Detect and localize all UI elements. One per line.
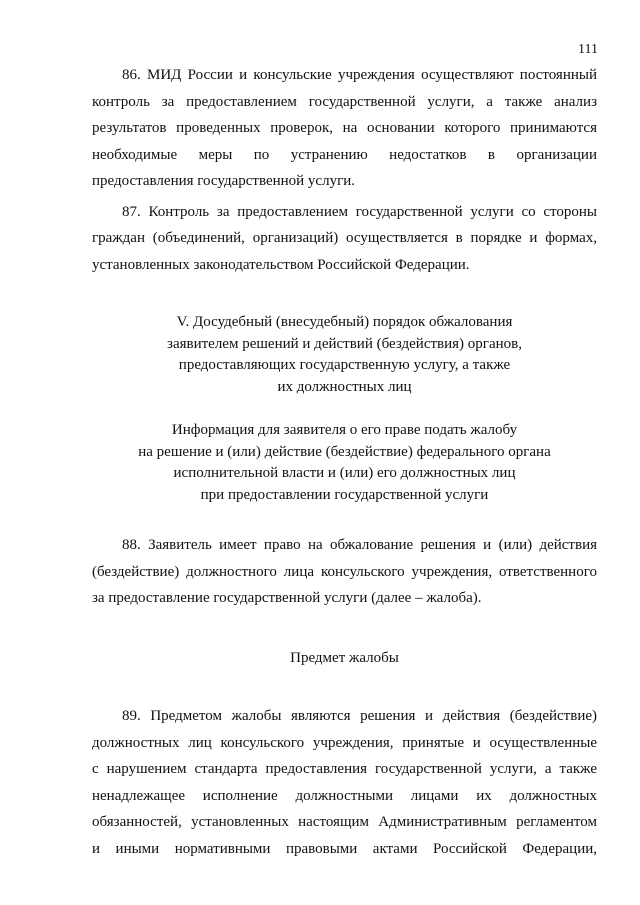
paragraph-line: результатов проведенных проверок, на основании которого принимаются [92, 120, 597, 136]
heading-line: Предмет жалобы [290, 649, 399, 666]
heading-line: V. Досудебный (внесудебный) порядок обжалования [176, 314, 513, 330]
paragraph-line: 89. Предметом жалобы являются решения и действия (бездействие) [122, 708, 597, 724]
paragraph-line: предоставления государственной услуги. [92, 173, 356, 189]
page-number: 111 [578, 42, 598, 57]
paragraph-line: граждан (объединений, организаций) осуществляется в порядке и формах, [92, 230, 597, 246]
paragraph-line: контроль за предоставлением государственной услуги, а также анализ [92, 93, 597, 110]
paragraph-line: 87. Контроль за предоставлением государственной услуги со стороны [122, 203, 597, 220]
subject-heading [92, 648, 597, 670]
heading-line: предоставляющих государственную услугу, а также [178, 357, 511, 373]
info-heading [92, 420, 597, 506]
heading-line: при предоставлении государственной услуги [200, 486, 489, 503]
paragraph-line: за предоставление государственной услуги (далее – жалоба). [92, 590, 482, 606]
paragraph-line: с нарушением стандарта предоставления государственной услуги, а также [92, 761, 597, 777]
heading-line: заявителем решений и действий (бездействия) органов, [167, 335, 522, 352]
paragraph-line: и иными нормативными правовыми актами Российской Федерации, [92, 840, 597, 857]
paragraph-line: (бездействие) должностного лица консульского учреждения, ответственного [92, 563, 597, 580]
paragraph-line: обязанностей, установленных настоящим Административным регламентом [92, 814, 597, 830]
heading-line: исполнительной власти и (или) его должностных лиц [173, 465, 516, 481]
paragraph-89 [92, 703, 597, 862]
paragraph-line: 88. Заявитель имеет право на обжалование решения и (или) действия [122, 537, 597, 553]
heading-line: на решение и (или) действие (бездействие) федерального органа [138, 443, 551, 460]
paragraph-86 [92, 62, 597, 195]
paragraph-line: установленных законодательством Российской Федерации. [92, 256, 470, 273]
document-body [92, 62, 597, 862]
paragraph-line: должностных лиц консульского учреждения, принятые и осуществленные [92, 734, 597, 751]
paragraph-line: 86. МИД России и консульские учреждения осуществляют постоянный [122, 67, 597, 83]
paragraph-88 [92, 532, 597, 612]
paragraph-line: необходимые меры по устранению недостатков в организации [92, 146, 597, 163]
paragraph-87 [92, 199, 597, 279]
section-heading-v [92, 312, 597, 398]
heading-line: их должностных лиц [277, 378, 412, 395]
paragraph-line: ненадлежащее исполнение должностными лицами их должностных [92, 787, 597, 804]
heading-line: Информация для заявителя о его праве подать жалобу [171, 422, 518, 438]
